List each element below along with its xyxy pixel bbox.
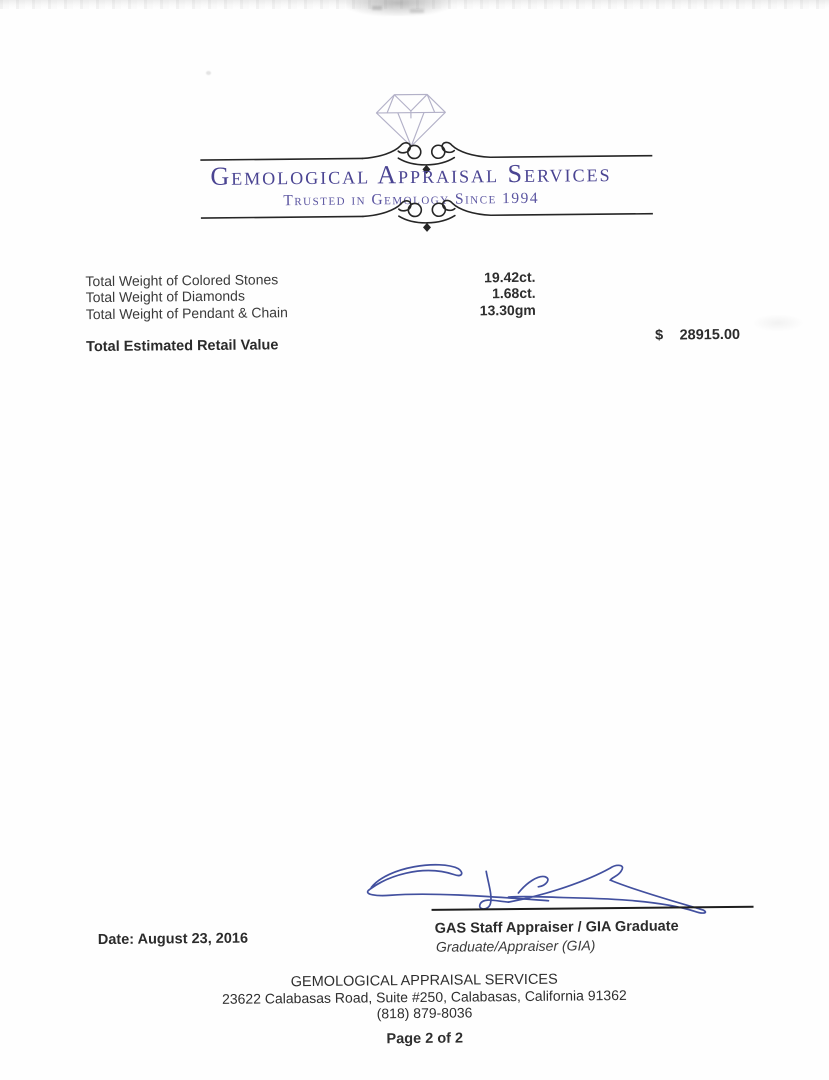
footer-page-number: Page 2 of 2 xyxy=(386,1030,464,1048)
summary-row-label: Total Weight of Diamonds xyxy=(85,287,245,306)
logo-subtitle: Trusted in Gemology Since 1994 xyxy=(283,189,540,210)
logo-title: Gemological Appraisal Services xyxy=(210,158,612,191)
summary-row-value: 19.42ct. xyxy=(484,268,536,286)
signature-ink xyxy=(358,848,789,922)
summary-row-value: 13.30gm xyxy=(479,301,536,319)
total-retail-value-label: Total Estimated Retail Value xyxy=(86,337,279,356)
footer-phone: (818) 879-8036 xyxy=(376,1004,473,1022)
summary-row-label: Total Weight of Colored Stones xyxy=(85,271,279,290)
footer-address: 23622 Calabasas Road, Suite #250, Calabasas, California 91362 xyxy=(221,986,627,1007)
flourish-divider-icon xyxy=(201,197,653,235)
date-label: Date: August 23, 2016 xyxy=(97,930,249,949)
currency-symbol: $ xyxy=(654,327,664,344)
appraiser-credentials: Graduate/Appraiser (GIA) xyxy=(435,937,596,955)
total-retail-value xyxy=(655,327,740,344)
summary-row-value: 1.68ct. xyxy=(491,284,536,302)
footer-company: GEMOLOGICAL APPRAISAL SERVICES xyxy=(290,971,558,991)
summary-row-label: Total Weight of Pendant & Chain xyxy=(85,304,288,323)
footer xyxy=(19,969,829,1051)
appraiser-title: GAS Staff Appraiser / GIA Graduate xyxy=(434,918,679,937)
total-amount: 28915.00 xyxy=(679,326,741,344)
